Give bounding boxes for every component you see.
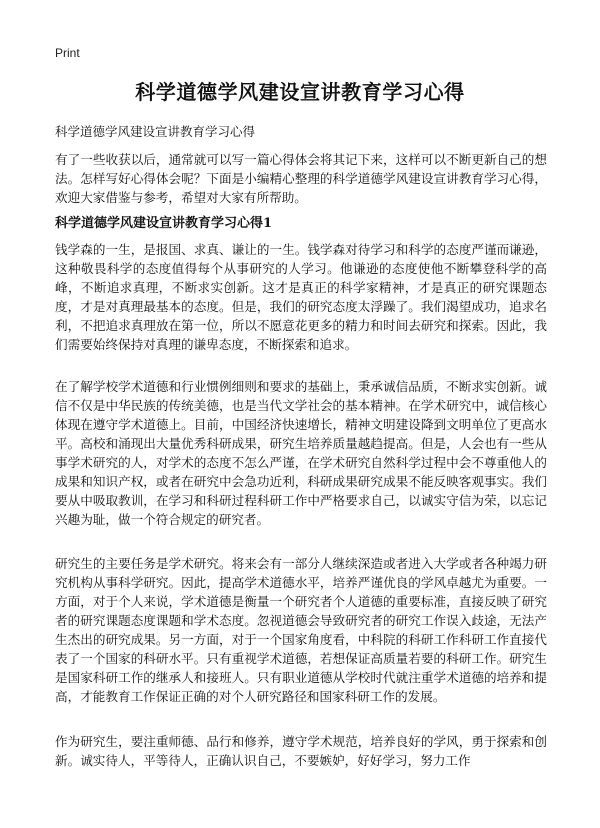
intro-paragraph: 有了一些收获以后，通常就可以写一篇心得体会将其记下来，这样可以不断更新自己的想法。怎样写好心得体会呢？下面是小编精心整理的科学道德学风建设宣讲教育学习心得，欢迎大家借鉴与参考，希望对大家有所帮助。 [55, 152, 547, 205]
body-paragraph: 钱学森的一生，是报国、求真、谦让的一生。钱学森对待学习和科学的态度严谨而谦逊，这种敬畏科学的态度值得每个从事研究的人学习。他谦逊的态度使他不断攀登科学的高峰，不断追求真理，不断求实创新。这才是真正的科学家精神，才是真正的研究课题态度，才是对真理最基本的态度。但是，我们的研究态度太浮躁了。我们渴望成功，追求名利，不把追求真理放在第一位，所以不愿意花更多的精力和时间去研究和探索。因此，我们需要始终保持对真理的谦卑态度，不断探索和追求。 [55, 242, 547, 352]
body-paragraph: 研究生的主要任务是学术研究。将来会有一部分人继续深造或者进入大学或者各种竭力研究机构从事科学研究。因此，提高学术道德水平，培养严谨优良的学风卓越尤为重要。一方面，对于个人来说，学术道德是衡量一个研究者个人道德的重要标准，直接反映了研究者的研究课题态度课题和学术态度。忽视道德会导致研究者的研究工作误入歧途，无法产生杰出的研究成果。另一方面，对于一个国家角度看，中科院的科研工作科研工作直接代表了一个国家的科研水平。只有重视学术道德，若想保证高质量若要的科研工作。研究生是国家科研工作的继承人和接班人。只有职业道德从学校时代就注重学术道德的培养和提高，才能教育工作保证正确的对个人研究路径和国家科研工作的发展。 [55, 556, 547, 704]
document-subtitle: 科学道德学风建设宣讲教育学习心得 [55, 124, 256, 139]
section-heading: 科学道德学风建设宣讲教育学习心得1 [55, 216, 273, 231]
body-paragraph: 作为研究生，要注重师德、品行和修养，遵守学术规范，培养良好的学风，勇于探索和创新。诚实待人，平等待人，正确认识自己，不要嫉妒，好好学习，努力工作 [55, 734, 547, 768]
document-title: 科学道德学风建设宣讲教育学习心得 [135, 80, 465, 104]
body-paragraph: 在了解学校学术道德和行业惯例细则和要求的基础上，秉承诚信品质，不断求实创新。诚信不仅是中华民族的传统美德，也是当代文学社会的基本精神。在学术研究中，诚信核心体现在遵守学术道德上。目前，中国经济快速增长，精神文明建设降到文明单位了更高水平。高校和涌现出大量优秀科研成果，研究生培养质量越趋提高。但是，人会也有一些从事学术研究的人，对学术的态度不怎么严谨，在学术研究自然科学过程中会不尊重他人的成果和知识产权，或者在研究中会急功近利，科研成果研究成果不能反映客观事实。我们要从中吸取教训，在学习和科研过程科研工作中严格要求自己，以诚实守信为荣，以忘记兴趣为耻，做一个符合规定的研究者。 [55, 379, 547, 527]
print-link[interactable]: Print [55, 46, 80, 60]
